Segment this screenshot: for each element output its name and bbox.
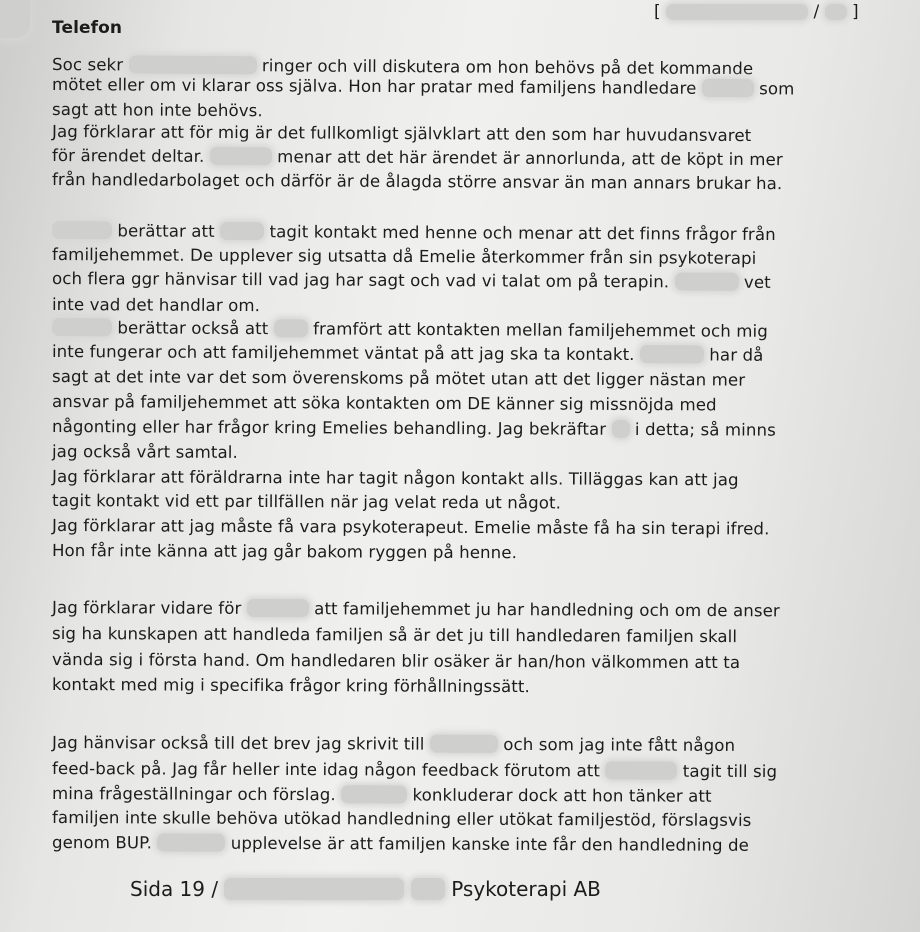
text-segment: konkluderar dock att hon tänker att	[407, 785, 712, 806]
redaction-blur	[224, 878, 404, 900]
header-reference-field	[654, 2, 859, 22]
text-line	[52, 367, 745, 391]
redaction-blur	[210, 147, 272, 165]
redaction-blur	[411, 878, 445, 900]
text-segment: har då	[703, 345, 764, 365]
text-line	[52, 100, 263, 121]
text-line	[52, 624, 737, 647]
text-segment: menar att det här ärendet är annorlunda, att de köpt in mer	[271, 147, 783, 170]
text-line	[52, 491, 561, 513]
text-segment: sagt at det inte var det som överenskoms på mötet utan att det ligger nästan mer	[51, 367, 746, 390]
text-segment: Soc sekr	[51, 55, 129, 75]
text-segment: berättar också att	[111, 318, 274, 339]
text-segment: feed-back på. Jag får heller inte idag någon feedback förutom att	[51, 759, 606, 781]
text-segment: sagt att hon inte behövs.	[51, 100, 263, 121]
text-segment: familjen inte skulle behöva utökad handledning eller utökat familjestöd, förslagsvis	[51, 808, 752, 830]
text-line	[52, 122, 751, 146]
text-line	[52, 650, 740, 673]
text-line	[52, 221, 776, 245]
text-segment: inte fungerar och att familjehemmet väntat på att jag ska ta kontakt.	[51, 342, 641, 365]
text-segment: vet	[738, 272, 771, 292]
redaction-blur	[274, 319, 308, 337]
redaction-blur	[157, 833, 225, 851]
text-segment: någonting eller har frågor kring Emelies behandling. Jag bekräftar	[51, 417, 612, 439]
text-segment: tagit till sig	[677, 761, 778, 782]
text-segment: Jag hänvisar också till det brev jag skrivit till	[51, 733, 430, 754]
text-segment: och som jag inte fått någon	[497, 734, 736, 755]
text-line	[52, 75, 795, 99]
redaction-blur	[640, 345, 704, 363]
text-line	[52, 833, 749, 856]
text-segment: tagit kontakt med henne och menar att det finns frågor från	[264, 222, 776, 245]
page-number: Sida 19 /	[130, 877, 219, 901]
text-segment: jag också vårt samtal.	[51, 442, 238, 462]
text-segment: inte vad det handlar om.	[51, 295, 261, 316]
text-segment: vända sig i första hand. Om handledaren blir osäker är han/hon välkommen att ta	[51, 650, 741, 673]
text-line	[52, 245, 757, 269]
text-segment: i detta; så minns	[629, 419, 776, 440]
section-heading	[52, 18, 122, 38]
redaction-blur	[52, 318, 112, 336]
text-segment: Jag förklarar att för mig är det fullkomligt självklart att den som har huvudansvaret	[51, 122, 752, 146]
redaction-blur	[341, 785, 407, 803]
text-segment: mötet eller om vi klarar oss själva. Hon har pratar med familjens handledare	[51, 75, 702, 98]
text-segment: från handledarbolaget och därför är de ålagda större ansvar än man annars brukar ha.	[51, 170, 783, 194]
text-line	[52, 808, 752, 831]
text-segment: upplevelse är att familjen kanske inte får den handledning de	[225, 833, 750, 855]
text-segment: Jag förklarar att jag måste få vara psykoterapeut. Emelie måste få ha sin terapi ifred.	[51, 516, 770, 539]
text-segment: familjehemmet. De upplever sig utsatta då Emelie återkommer från sin psykoterapi	[51, 245, 757, 268]
text-segment: kontakt med mig i specifika frågor kring förhållningssätt.	[51, 675, 530, 697]
bracket-close: ]	[852, 2, 859, 22]
redaction-blur	[605, 761, 677, 779]
redaction-blur	[612, 420, 630, 438]
text-line	[52, 146, 783, 170]
text-line	[52, 733, 735, 756]
text-segment: ringer och vill diskutera om hon behövs på det kommande	[256, 56, 754, 79]
redaction-blur	[430, 735, 498, 753]
text-segment: Telefon	[52, 18, 123, 38]
text-segment: genom BUP.	[51, 833, 158, 853]
text-segment: mina frågeställningar och förslag.	[51, 784, 342, 805]
text-segment: Jag förklarar vidare för	[51, 598, 247, 618]
text-line	[52, 269, 771, 293]
text-line	[52, 467, 739, 490]
text-segment: ansvar på familjehemmet att söka kontakten om DE känner sig missnöjda med	[51, 392, 717, 415]
page-footer	[130, 876, 601, 902]
redaction-blur	[220, 222, 264, 240]
redaction-blur	[0, 0, 30, 38]
bracket-open: [	[654, 2, 661, 22]
redaction-blur	[247, 599, 309, 617]
text-line	[52, 170, 782, 194]
text-segment: sig ha kunskapen att handleda familjen så är det ju till handledaren familjen skall	[51, 624, 738, 647]
text-segment: Jag förklarar att föräldrarna inte har tagit någon kontakt alls. Tilläggas kan att jag	[51, 467, 739, 490]
text-line	[52, 295, 260, 316]
text-line	[52, 541, 517, 563]
text-line	[52, 675, 530, 697]
text-segment: framfört att kontakten mellan familjehemmet och mig	[307, 319, 768, 341]
company-name: Psykoterapi AB	[451, 877, 601, 901]
redaction-blur	[52, 221, 112, 239]
text-segment: tagit kontakt vid ett par tillfällen när jag velat reda ut något.	[51, 491, 562, 513]
text-segment: berättar att	[111, 221, 221, 241]
redaction-blur	[666, 4, 808, 20]
text-line	[52, 392, 717, 415]
text-line	[52, 442, 238, 463]
text-segment: Hon får inte känna att jag går bakom ryggen på henne.	[51, 541, 518, 563]
text-line	[52, 342, 764, 366]
text-segment: och flera ggr hänvisar till vad jag har sagt och vad vi talat om på terapin.	[51, 269, 675, 292]
text-segment: för ärendet deltar.	[51, 146, 210, 166]
text-line	[52, 759, 777, 782]
redaction-blur	[128, 55, 256, 74]
text-line	[52, 318, 768, 342]
text-segment: att familjehemmet ju har handledning och om de anser	[308, 599, 780, 621]
text-segment: som	[753, 79, 795, 99]
redaction-blur	[675, 272, 739, 290]
text-line	[52, 516, 770, 539]
text-line	[52, 784, 712, 807]
redaction-blur	[825, 4, 847, 20]
slash-mark: /	[813, 2, 820, 22]
text-line	[52, 598, 780, 621]
text-line	[52, 417, 776, 441]
redaction-blur	[702, 79, 754, 97]
